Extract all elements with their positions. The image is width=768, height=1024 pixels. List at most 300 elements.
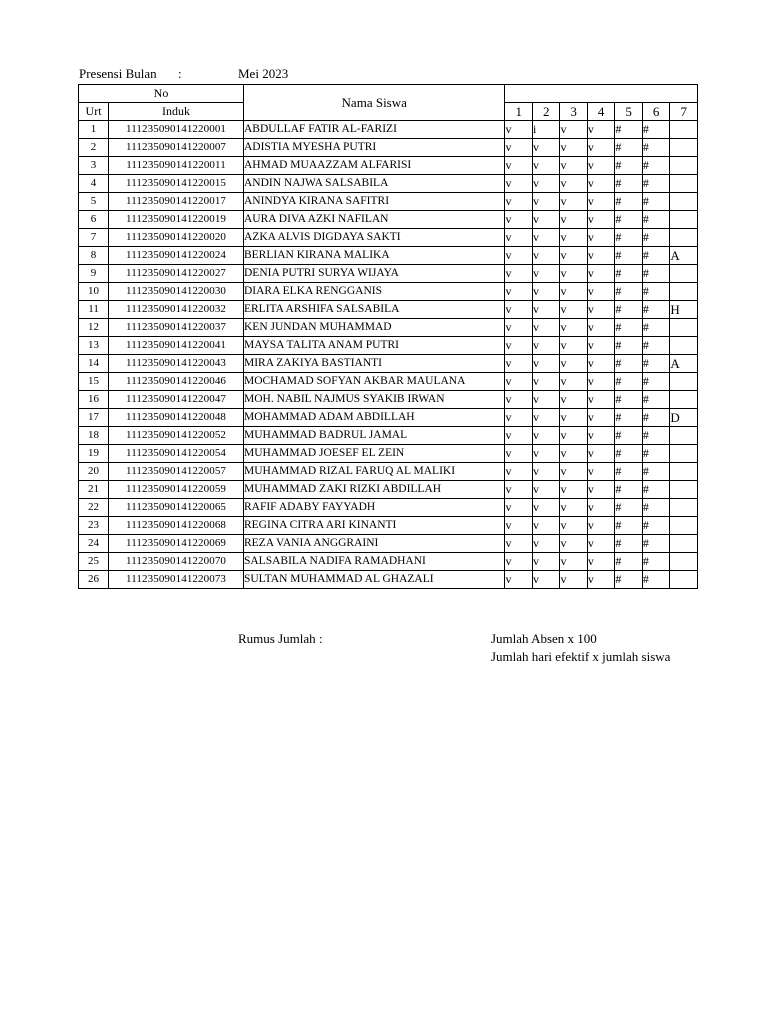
attendance-mark-cell: v	[560, 445, 587, 463]
induk-cell: 111235090141220017	[109, 193, 244, 211]
attendance-mark-cell: #	[615, 337, 642, 355]
induk-cell: 111235090141220015	[109, 175, 244, 193]
urt-cell: 3	[79, 157, 109, 175]
table-row	[79, 355, 698, 373]
attendance-mark-cell: v	[560, 499, 587, 517]
nama-cell: DENIA PUTRI SURYA WIJAYA	[243, 265, 504, 283]
nama-cell: MUHAMMAD BADRUL JAMAL	[243, 427, 504, 445]
attendance-mark-cell: v	[505, 445, 532, 463]
attendance-mark-cell: v	[587, 301, 614, 319]
nama-cell: MUHAMMAD RIZAL FARUQ AL MALIKI	[243, 463, 504, 481]
attendance-mark-cell: v	[532, 409, 559, 427]
attendance-mark-cell	[670, 427, 698, 445]
table-row	[79, 319, 698, 337]
nama-cell: MIRA ZAKIYA BASTIANTI	[243, 355, 504, 373]
table-row	[79, 247, 698, 265]
attendance-mark-cell: #	[642, 265, 669, 283]
attendance-mark-cell: v	[532, 373, 559, 391]
attendance-mark-cell: #	[642, 121, 669, 139]
attendance-mark-cell	[670, 553, 698, 571]
header-row-top	[79, 85, 698, 103]
attendance-mark-cell: #	[642, 157, 669, 175]
attendance-mark-cell: #	[642, 427, 669, 445]
attendance-mark-cell: #	[642, 337, 669, 355]
attendance-mark-cell: v	[505, 571, 532, 589]
attendance-mark-cell	[670, 265, 698, 283]
attendance-mark-cell: #	[642, 373, 669, 391]
attendance-mark-cell: v	[505, 463, 532, 481]
attendance-mark-cell	[670, 571, 698, 589]
induk-cell: 111235090141220046	[109, 373, 244, 391]
attendance-mark-cell: v	[587, 553, 614, 571]
attendance-mark-cell: v	[560, 247, 587, 265]
attendance-mark-cell	[670, 337, 698, 355]
nama-cell: RAFIF ADABY FAYYADH	[243, 499, 504, 517]
no-header: No	[79, 85, 244, 103]
attendance-mark-cell	[670, 481, 698, 499]
urt-cell: 10	[79, 283, 109, 301]
attendance-mark-cell: #	[615, 319, 642, 337]
table-row	[79, 427, 698, 445]
attendance-mark-cell: v	[560, 139, 587, 157]
attendance-mark-cell: #	[615, 157, 642, 175]
attendance-mark-cell: #	[642, 571, 669, 589]
table-row	[79, 517, 698, 535]
attendance-mark-cell: #	[615, 139, 642, 157]
attendance-table	[78, 84, 698, 589]
table-row	[79, 553, 698, 571]
table-row	[79, 301, 698, 319]
induk-cell: 111235090141220020	[109, 229, 244, 247]
attendance-mark-cell: v	[505, 373, 532, 391]
attendance-mark-cell: v	[587, 175, 614, 193]
table-row	[79, 265, 698, 283]
attendance-mark-cell: v	[532, 283, 559, 301]
attendance-mark-cell: v	[560, 355, 587, 373]
attendance-mark-cell: v	[587, 157, 614, 175]
attendance-mark-cell: v	[532, 481, 559, 499]
attendance-mark-cell: #	[642, 517, 669, 535]
nama-cell: ABDULLAF FATIR AL-FARIZI	[243, 121, 504, 139]
nama-cell: DIARA ELKA RENGGANIS	[243, 283, 504, 301]
attendance-mark-cell: v	[505, 121, 532, 139]
urt-cell: 9	[79, 265, 109, 283]
attendance-mark-cell: #	[642, 535, 669, 553]
attendance-mark-cell: i	[532, 121, 559, 139]
attendance-mark-cell: v	[560, 301, 587, 319]
attendance-mark-cell: #	[642, 211, 669, 229]
attendance-mark-cell	[670, 175, 698, 193]
attendance-mark-cell: v	[505, 175, 532, 193]
attendance-mark-cell: v	[560, 283, 587, 301]
attendance-mark-cell: #	[642, 301, 669, 319]
attendance-mark-cell: #	[615, 571, 642, 589]
urt-cell: 15	[79, 373, 109, 391]
urt-cell: 6	[79, 211, 109, 229]
attendance-mark-cell: #	[615, 193, 642, 211]
induk-cell: 111235090141220065	[109, 499, 244, 517]
attendance-mark-cell	[670, 463, 698, 481]
urt-cell: 16	[79, 391, 109, 409]
attendance-mark-cell	[670, 121, 698, 139]
attendance-mark-cell: v	[505, 157, 532, 175]
nama-cell: MOHAMMAD ADAM ABDILLAH	[243, 409, 504, 427]
attendance-mark-cell: v	[560, 337, 587, 355]
attendance-mark-cell: v	[587, 265, 614, 283]
attendance-mark-cell: #	[642, 463, 669, 481]
attendance-mark-cell: v	[587, 319, 614, 337]
table-body	[79, 121, 698, 589]
attendance-mark-cell: v	[532, 211, 559, 229]
attendance-mark-cell: v	[587, 229, 614, 247]
attendance-mark-cell: v	[505, 337, 532, 355]
nama-cell: ANDIN NAJWA SALSABILA	[243, 175, 504, 193]
attendance-mark-cell: #	[615, 355, 642, 373]
attendance-mark-cell: v	[587, 391, 614, 409]
nama-cell: SULTAN MUHAMMAD AL GHAZALI	[243, 571, 504, 589]
induk-cell: 111235090141220048	[109, 409, 244, 427]
day-header: 7	[670, 103, 698, 121]
attendance-mark-cell: v	[560, 517, 587, 535]
induk-cell: 111235090141220001	[109, 121, 244, 139]
attendance-mark-cell: v	[532, 139, 559, 157]
table-row	[79, 463, 698, 481]
urt-cell: 4	[79, 175, 109, 193]
table-row	[79, 535, 698, 553]
attendance-mark-cell: v	[587, 481, 614, 499]
attendance-mark-cell: #	[615, 391, 642, 409]
attendance-mark-cell: #	[615, 553, 642, 571]
urt-cell: 5	[79, 193, 109, 211]
attendance-mark-cell: #	[642, 229, 669, 247]
attendance-mark-cell: #	[642, 391, 669, 409]
induk-cell: 111235090141220037	[109, 319, 244, 337]
attendance-mark-cell: v	[505, 481, 532, 499]
attendance-mark-cell	[670, 535, 698, 553]
day-header: 1	[505, 103, 532, 121]
table-row	[79, 211, 698, 229]
attendance-mark-cell: v	[505, 391, 532, 409]
attendance-mark-cell: v	[532, 193, 559, 211]
induk-cell: 111235090141220027	[109, 265, 244, 283]
urt-cell: 17	[79, 409, 109, 427]
induk-cell: 111235090141220041	[109, 337, 244, 355]
attendance-mark-cell	[670, 391, 698, 409]
rumus-jumlah-label: Rumus Jumlah :	[238, 631, 323, 646]
induk-cell: 111235090141220047	[109, 391, 244, 409]
table-row	[79, 229, 698, 247]
attendance-mark-cell: v	[587, 139, 614, 157]
attendance-mark-cell: v	[532, 355, 559, 373]
urt-cell: 25	[79, 553, 109, 571]
attendance-mark-cell: v	[505, 355, 532, 373]
nama-cell: REGINA CITRA ARI KINANTI	[243, 517, 504, 535]
table-row	[79, 571, 698, 589]
induk-cell: 111235090141220059	[109, 481, 244, 499]
attendance-mark-cell: v	[532, 229, 559, 247]
days-group-header	[505, 85, 698, 103]
urt-cell: 12	[79, 319, 109, 337]
attendance-mark-cell: #	[615, 283, 642, 301]
attendance-mark-cell: v	[505, 553, 532, 571]
attendance-mark-cell: #	[615, 409, 642, 427]
induk-cell: 111235090141220030	[109, 283, 244, 301]
induk-cell: 111235090141220019	[109, 211, 244, 229]
nama-cell: AURA DIVA AZKI NAFILAN	[243, 211, 504, 229]
induk-header: Induk	[109, 103, 244, 121]
urt-cell: 22	[79, 499, 109, 517]
attendance-mark-cell: #	[615, 463, 642, 481]
attendance-mark-cell: v	[560, 193, 587, 211]
table-row	[79, 391, 698, 409]
attendance-mark-cell: v	[505, 319, 532, 337]
attendance-mark-cell: A	[670, 247, 698, 265]
attendance-mark-cell: #	[642, 481, 669, 499]
attendance-mark-cell: v	[505, 409, 532, 427]
table-row	[79, 337, 698, 355]
header-colon: :	[178, 66, 182, 81]
nama-cell: MUHAMMAD ZAKI RIZKI ABDILLAH	[243, 481, 504, 499]
attendance-mark-cell: v	[505, 517, 532, 535]
attendance-mark-cell: v	[560, 265, 587, 283]
attendance-mark-cell: v	[505, 427, 532, 445]
urt-cell: 20	[79, 463, 109, 481]
attendance-mark-cell: v	[587, 355, 614, 373]
urt-cell: 19	[79, 445, 109, 463]
attendance-mark-cell: v	[505, 247, 532, 265]
attendance-mark-cell: #	[642, 445, 669, 463]
attendance-mark-cell: v	[587, 247, 614, 265]
presensi-bulan-label: Presensi Bulan	[79, 66, 157, 81]
attendance-mark-cell: v	[560, 409, 587, 427]
attendance-mark-cell: v	[560, 229, 587, 247]
table-row	[79, 193, 698, 211]
attendance-mark-cell: v	[532, 571, 559, 589]
attendance-mark-cell: v	[560, 319, 587, 337]
attendance-mark-cell	[670, 193, 698, 211]
table-row	[79, 409, 698, 427]
table-row	[79, 499, 698, 517]
nama-cell: MOH. NABIL NAJMUS SYAKIB IRWAN	[243, 391, 504, 409]
attendance-mark-cell	[670, 211, 698, 229]
attendance-mark-cell: #	[615, 211, 642, 229]
attendance-mark-cell: v	[587, 499, 614, 517]
attendance-mark-cell: v	[587, 211, 614, 229]
attendance-mark-cell: D	[670, 409, 698, 427]
induk-cell: 111235090141220057	[109, 463, 244, 481]
attendance-mark-cell: v	[560, 121, 587, 139]
attendance-mark-cell: v	[532, 535, 559, 553]
attendance-mark-cell	[670, 499, 698, 517]
nama-cell: BERLIAN KIRANA MALIKA	[243, 247, 504, 265]
nama-cell: MAYSA TALITA ANAM PUTRI	[243, 337, 504, 355]
attendance-mark-cell: v	[587, 373, 614, 391]
attendance-mark-cell: v	[505, 283, 532, 301]
induk-cell: 111235090141220007	[109, 139, 244, 157]
attendance-mark-cell: v	[532, 427, 559, 445]
attendance-mark-cell: v	[532, 301, 559, 319]
table-row	[79, 481, 698, 499]
urt-cell: 21	[79, 481, 109, 499]
urt-cell: 7	[79, 229, 109, 247]
attendance-mark-cell: #	[642, 499, 669, 517]
attendance-mark-cell	[670, 283, 698, 301]
nama-cell: AHMAD MUAAZZAM ALFARISI	[243, 157, 504, 175]
attendance-mark-cell: v	[560, 211, 587, 229]
attendance-mark-cell: v	[505, 139, 532, 157]
attendance-mark-cell: v	[587, 535, 614, 553]
nama-cell: ADISTIA MYESHA PUTRI	[243, 139, 504, 157]
attendance-mark-cell: #	[615, 301, 642, 319]
attendance-mark-cell: v	[532, 499, 559, 517]
urt-cell: 14	[79, 355, 109, 373]
attendance-mark-cell: v	[560, 427, 587, 445]
attendance-mark-cell: #	[615, 265, 642, 283]
urt-cell: 24	[79, 535, 109, 553]
attendance-mark-cell: #	[615, 535, 642, 553]
induk-cell: 111235090141220052	[109, 427, 244, 445]
urt-cell: 8	[79, 247, 109, 265]
attendance-mark-cell: v	[587, 517, 614, 535]
attendance-mark-cell: v	[505, 535, 532, 553]
attendance-mark-cell: v	[587, 445, 614, 463]
attendance-mark-cell: v	[532, 265, 559, 283]
attendance-mark-cell	[670, 319, 698, 337]
attendance-mark-cell: #	[615, 481, 642, 499]
attendance-mark-cell: #	[642, 319, 669, 337]
attendance-mark-cell: v	[532, 175, 559, 193]
induk-cell: 111235090141220011	[109, 157, 244, 175]
attendance-mark-cell: v	[532, 445, 559, 463]
table-row	[79, 175, 698, 193]
attendance-mark-cell	[670, 157, 698, 175]
table-row	[79, 139, 698, 157]
attendance-mark-cell: #	[642, 355, 669, 373]
day-header: 5	[615, 103, 642, 121]
nama-cell: SALSABILA NADIFA RAMADHANI	[243, 553, 504, 571]
nama-siswa-header: Nama Siswa	[243, 85, 504, 121]
day-header: 2	[532, 103, 559, 121]
nama-cell: MOCHAMAD SOFYAN AKBAR MAULANA	[243, 373, 504, 391]
attendance-mark-cell: #	[615, 445, 642, 463]
attendance-mark-cell: #	[615, 121, 642, 139]
attendance-mark-cell: #	[642, 553, 669, 571]
attendance-mark-cell: #	[615, 373, 642, 391]
urt-cell: 23	[79, 517, 109, 535]
induk-cell: 111235090141220043	[109, 355, 244, 373]
attendance-mark-cell: v	[560, 463, 587, 481]
attendance-mark-cell: #	[615, 427, 642, 445]
formula-numerator: Jumlah Absen x 100	[491, 631, 597, 646]
nama-cell: AZKA ALVIS DIGDAYA SAKTI	[243, 229, 504, 247]
urt-cell: 26	[79, 571, 109, 589]
attendance-mark-cell: v	[560, 391, 587, 409]
attendance-mark-cell: v	[532, 463, 559, 481]
attendance-mark-cell: v	[587, 121, 614, 139]
attendance-mark-cell: v	[532, 319, 559, 337]
attendance-mark-cell: v	[560, 157, 587, 175]
attendance-mark-cell: v	[587, 409, 614, 427]
urt-cell: 13	[79, 337, 109, 355]
attendance-mark-cell: v	[587, 427, 614, 445]
attendance-mark-cell: v	[532, 553, 559, 571]
attendance-mark-cell: v	[560, 571, 587, 589]
attendance-mark-cell: v	[587, 193, 614, 211]
attendance-mark-cell: v	[560, 373, 587, 391]
nama-cell: REZA VANIA ANGGRAINI	[243, 535, 504, 553]
attendance-mark-cell: #	[642, 283, 669, 301]
attendance-mark-cell: v	[505, 229, 532, 247]
nama-cell: KEN JUNDAN MUHAMMAD	[243, 319, 504, 337]
attendance-mark-cell	[670, 517, 698, 535]
attendance-mark-cell: v	[505, 211, 532, 229]
table-row	[79, 283, 698, 301]
induk-cell: 111235090141220032	[109, 301, 244, 319]
induk-cell: 111235090141220068	[109, 517, 244, 535]
table-row	[79, 121, 698, 139]
day-header: 6	[642, 103, 669, 121]
attendance-mark-cell: #	[642, 175, 669, 193]
attendance-mark-cell	[670, 373, 698, 391]
urt-cell: 18	[79, 427, 109, 445]
nama-cell: ERLITA ARSHIFA SALSABILA	[243, 301, 504, 319]
urt-cell: 2	[79, 139, 109, 157]
attendance-mark-cell: v	[560, 175, 587, 193]
urt-header: Urt	[79, 103, 109, 121]
induk-cell: 111235090141220024	[109, 247, 244, 265]
induk-cell: 111235090141220070	[109, 553, 244, 571]
attendance-mark-cell: #	[615, 229, 642, 247]
attendance-mark-cell: #	[642, 409, 669, 427]
attendance-sheet	[78, 84, 687, 595]
nama-cell: ANINDYA KIRANA SAFITRI	[243, 193, 504, 211]
attendance-mark-cell: #	[615, 499, 642, 517]
attendance-mark-cell: #	[615, 247, 642, 265]
attendance-mark-cell: v	[587, 571, 614, 589]
attendance-mark-cell: #	[642, 139, 669, 157]
urt-cell: 1	[79, 121, 109, 139]
attendance-mark-cell: v	[532, 517, 559, 535]
attendance-mark-cell: v	[587, 283, 614, 301]
day-header: 3	[560, 103, 587, 121]
attendance-mark-cell: v	[560, 481, 587, 499]
table-row	[79, 373, 698, 391]
attendance-mark-cell: #	[642, 247, 669, 265]
urt-cell: 11	[79, 301, 109, 319]
attendance-mark-cell: v	[560, 553, 587, 571]
attendance-mark-cell: v	[587, 337, 614, 355]
attendance-mark-cell: v	[532, 337, 559, 355]
attendance-mark-cell: v	[532, 391, 559, 409]
attendance-mark-cell: #	[615, 517, 642, 535]
attendance-mark-cell: v	[505, 265, 532, 283]
attendance-mark-cell: v	[532, 247, 559, 265]
attendance-mark-cell: v	[587, 463, 614, 481]
induk-cell: 111235090141220073	[109, 571, 244, 589]
formula-denominator: Jumlah hari efektif x jumlah siswa	[491, 649, 671, 664]
attendance-mark-cell: v	[505, 499, 532, 517]
attendance-mark-cell: #	[642, 193, 669, 211]
attendance-mark-cell: #	[615, 175, 642, 193]
attendance-mark-cell	[670, 229, 698, 247]
attendance-mark-cell: H	[670, 301, 698, 319]
attendance-mark-cell: v	[532, 157, 559, 175]
attendance-mark-cell: v	[505, 193, 532, 211]
day-header: 4	[587, 103, 614, 121]
nama-cell: MUHAMMAD JOESEF EL ZEIN	[243, 445, 504, 463]
table-row	[79, 445, 698, 463]
attendance-mark-cell	[670, 139, 698, 157]
